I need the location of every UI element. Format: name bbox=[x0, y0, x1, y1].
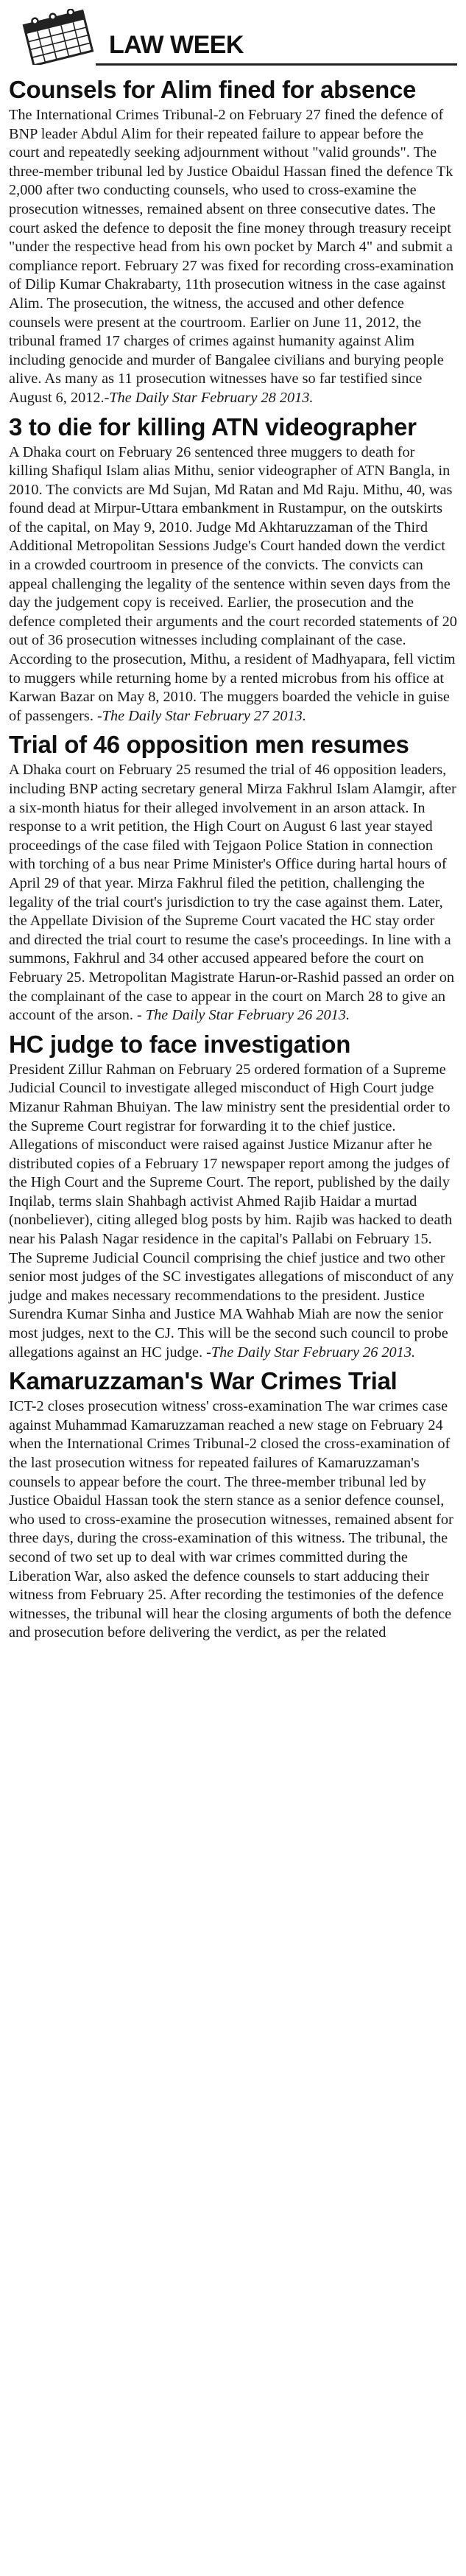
article bbox=[9, 1030, 457, 1363]
article-body-text: A Dhaka court on February 26 sentenced three muggers to death for killing Shafiqul Islam alias Mithu, senior videographer of ATN Bangla, in 2010. The convicts are Md Sujan, Md Ratan and Md Raju. Mithu, 40, was found dead at Mirpur-Uttara embankment in Rustampur, on the outskirts of the capital, on May 9, 2010. Judge Md Akhtaruzzaman of the Third Additional Metropolitan Sessions Judge's Court handed down the verdict in a crowded courtroom in presence of the convicts. The convicts can appeal challenging the legality of the sentence within seven days from the day the judgement copy is received. Earlier, the prosecution and the defence completed their arguments and the court recorded statements of 20 out of 36 prosecution witnesses including complainant of the case. According to the prosecution, Mithu, a resident of Madhyapara, fell victim to muggers while returning home by a rented microbus from his office at Karwan Bazar on May 8, 2010. The muggers boarded the vehicle in guise of passengers. bbox=[9, 443, 457, 724]
header-rule bbox=[96, 63, 457, 66]
article-headline: Trial of 46 opposition men resumes bbox=[9, 731, 409, 759]
article bbox=[9, 75, 457, 408]
article-source: -The Daily Star February 28 2013. bbox=[104, 389, 314, 406]
article-source: - The Daily Star February 26 2013. bbox=[137, 1007, 350, 1024]
article-body-text: A Dhaka court on February 25 resumed the trial of 46 opposition leaders, including BNP acting secretary general Mirza Fakhrul Islam Alamgir, after a six-month hiatus for their alleged involvement in an arson attack. In response to a writ petition, the High Court on August 6 last year stayed proceedings of the case filed with Tejgaon Police Station in connection with torching of a bus near Prime Minister's Office during hartal hours of April 29 of that year. Mirza Fakhrul filed the petition, challenging the legality of the trial court's jurisdiction to try the case against them. Later, the Appellate Division of the Supreme Court vacated the HC stay order and directed the trial court to resume the case's proceedings. In line with a summons, Fakhrul and 34 other accused appeared before the court on February 25. Metropolitan Magistrate Harun-or-Rashid passed an order on the complainant of the case to appear in the court on March 28 to give an account of the arson. bbox=[9, 762, 456, 1024]
article bbox=[9, 413, 457, 726]
article-body bbox=[9, 1397, 457, 1643]
article-body-text: The International Crimes Tribunal-2 on February 27 fined the defence of BNP leader Abdul Alim for their repeated failure to appear before the court and repeatedly seeking adjournment without "valid grounds". The three-member tribunal led by Justice Obaidul Hassan fined the defence Tk 2,000 after two conducting counsels, who used to cross-examine the prosecution witnesses, remained absent on three consecutive dates. The court asked the defence to deposit the fine money through treasury receipt "under the respective head from his own pocket by March 4" and submit a compliance report. February 27 was fixed for recording cross-examination of Dilip Kumar Chakrabarty, 11th prosecution witness in the case against Alim. The prosecution, the witness, the accused and other defence counsels were present at the courtroom. Earlier on June 11, 2012, the tribunal framed 17 charges of crimes against humanity against Alim including genocide and murder of Bangalee civilians and burying people alive. As many as 11 prosecution witnesses have so far testified since August 6, 2012. bbox=[9, 107, 454, 406]
article-headline: Counsels for Alim fined for absence bbox=[9, 76, 417, 103]
article-body bbox=[9, 443, 457, 726]
article-body bbox=[9, 106, 457, 408]
article-headline: 3 to die for killing ATN videographer bbox=[9, 413, 417, 441]
article-headline: HC judge to face investigation bbox=[9, 1030, 351, 1058]
section-title: LAW WEEK bbox=[109, 31, 244, 59]
article-body bbox=[9, 761, 457, 1025]
article bbox=[9, 1366, 457, 1643]
article-body-text: ICT-2 closes prosecution witness' cross-examination The war crimes case against Muhammad Kamaruzzaman reached a new stage on February 24 when the International Crimes Tribunal-2 closed the cross-examination of the last prosecution witness for repeated failures of Kamaruzzaman's counsels to appear before the court. The three-member tribunal led by Justice Obaidul Hassan took the stern stance as a senior defence counsel, who used to cross-examine the prosecution witnesses, remained absent for three days, during the cross-examination of this witness. The tribunal, the second of two set up to deal with war crimes committed during the Liberation War, also asked the defence counsels to start adducing their witness from February 25. After recording the testimonies of the defence witnesses, the tribunal will hear the closing arguments of both the defence and prosecution before delivering the verdict, as per the related bbox=[9, 1398, 453, 1641]
article-body bbox=[9, 1061, 457, 1363]
article-source: -The Daily Star February 26 2013. bbox=[206, 1344, 416, 1361]
article-headline: Kamaruzzaman's War Crimes Trial bbox=[9, 1367, 398, 1395]
calendar-icon bbox=[15, 9, 100, 65]
section-header bbox=[9, 9, 457, 72]
article bbox=[9, 730, 457, 1025]
article-source: -The Daily Star February 27 2013. bbox=[96, 707, 306, 724]
article-body-text: President Zillur Rahman on February 25 ordered formation of a Supreme Judicial Council to investigate alleged misconduct of High Court judge Mizanur Rahman Bhuiyan. The law ministry sent the presidential order to the Supreme Court registrar for forwarding it to the chief justice. Allegations of misconduct were raised against Justice Mizanur after he distributed copies of a February 17 newspaper report among the judges of the High Court and the Supreme Court. The report, published by the daily Inqilab, terms slain Shahbagh activist Ahmed Rajib Haidar a murtad (nonbeliever), citing alleged blog posts by him. Rajib was hacked to death near his Palash Nagar residence in the capital's Pallabi on February 15. The Supreme Judicial Council comprising the chief justice and two other senior most judges of the SC investigates allegations of misconduct of any judge and makes necessary recommendations to the president. Justice Surendra Kumar Sinha and Justice MA Wahhab Miah are now the senior most judges, next to the CJ. This will be the second such council to probe allegations against an HC judge. bbox=[9, 1061, 454, 1361]
